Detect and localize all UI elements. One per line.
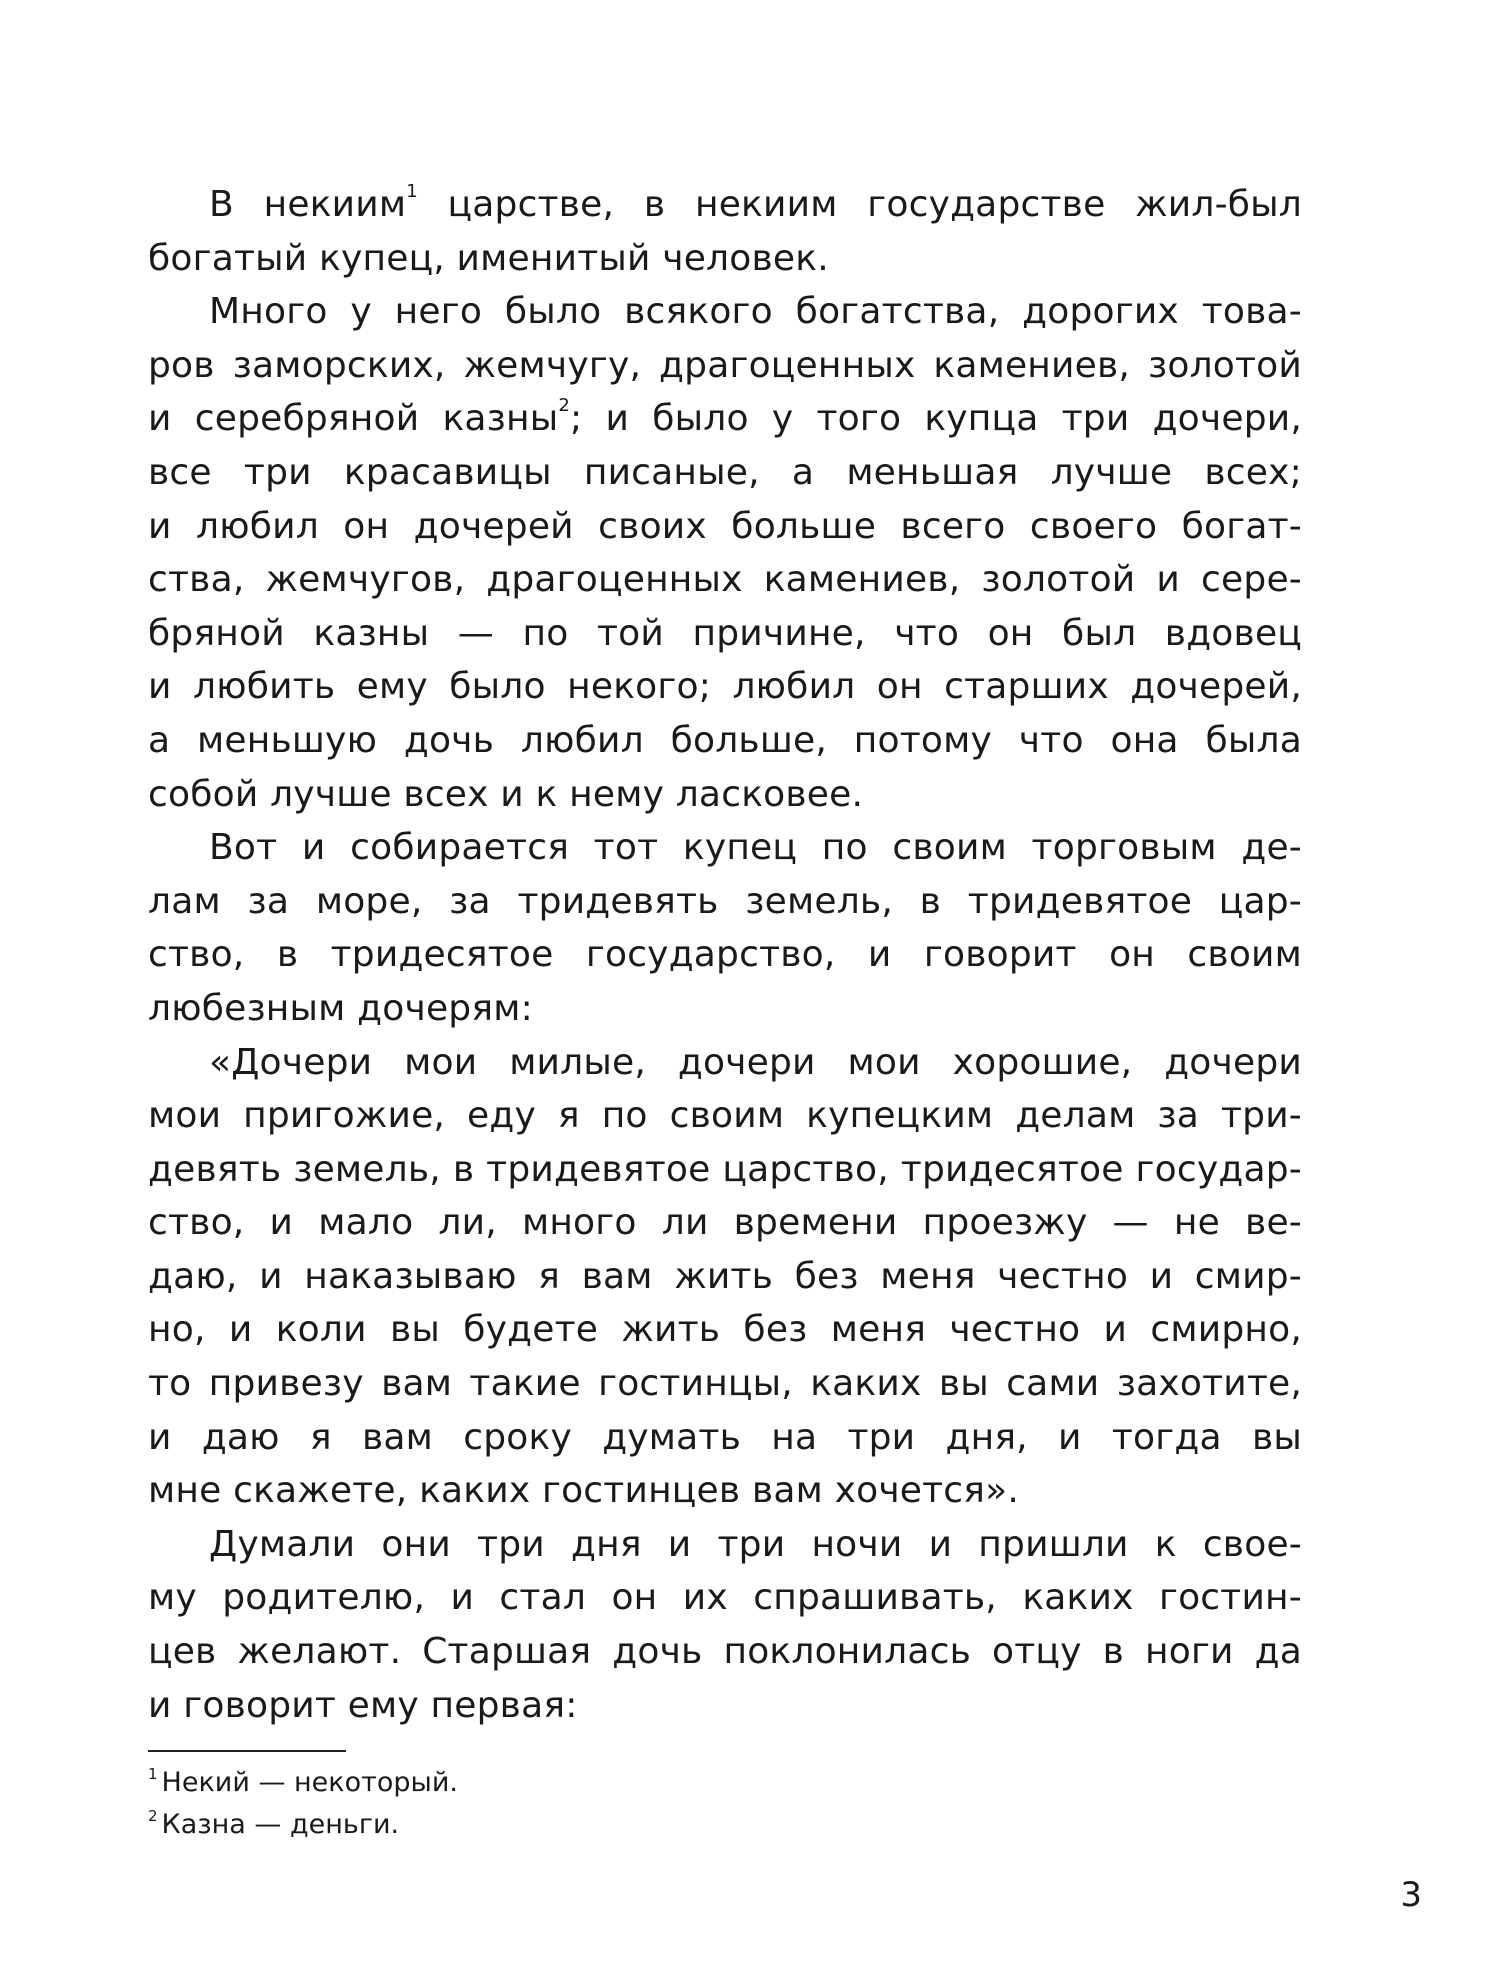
text-run: царстве, в некиим государстве жил-был [417,184,1302,225]
text-run: В некиим [209,184,407,225]
footnotes [148,1762,1048,1846]
text-run: «Дочери мои милые, дочери мои хорошие, дочери [209,1041,1302,1083]
footnote-text: Некий — некоторый. [161,1767,458,1798]
footnote-number: 1 [148,1765,158,1783]
text-run: Много у него было всякого богатства, дорогих това- [209,291,1302,333]
text-run: богатый купец, именитый человек. [148,237,829,279]
text-line [148,821,1302,875]
text-run: и любить ему было некого; любил он старших дочерей, [148,666,1302,708]
text-run: Вот и собирается тот купец по своим торговым де- [209,827,1302,869]
text-line [148,339,1302,393]
text-run: ство, в тридесятое государство, и говорит он своим [148,934,1302,976]
text-run: даю, и наказываю я вам жить без меня честно и смир- [148,1255,1302,1297]
text-run: ства, жемчугов, драгоценных камениев, золотой и сере- [148,559,1302,601]
text-line [148,1464,1302,1518]
text-run: ров заморских, жемчугу, драгоценных камениев, золотой [148,344,1302,386]
text-line [148,1679,1302,1733]
text-run: цев желают. Старшая дочь поклонилась отцу в ноги да [148,1631,1302,1673]
text-run: Думали они три дня и три ночи и пришли к свое- [209,1523,1302,1565]
text-run: мои пригожие, еду я по своим купецким делам за три- [148,1095,1302,1137]
text-line [148,714,1302,768]
text-run: девять земель, в тридевятое царство, тридесятое государ- [148,1148,1302,1190]
text-line [148,1518,1302,1572]
page-number: 3 [1400,1875,1422,1915]
text-run: и любил он дочерей своих больше всего своего богат- [148,505,1302,547]
text-run: ; и было у того купца три дочери, [570,398,1302,440]
text-line [148,446,1302,500]
text-line [148,1196,1302,1250]
text-line [148,928,1302,982]
text-line [148,1571,1302,1625]
footnote-ref: 2 [558,395,571,417]
footnote-number: 2 [148,1807,158,1825]
text-run: все три красавицы писаные, а меньшая лучше всех; [148,451,1302,493]
footnote-divider [148,1750,346,1752]
text-run: ство, и мало ли, много ли времени проезжу — не ве- [148,1202,1302,1244]
text-line [148,1625,1302,1679]
text-run: и даю я вам сроку думать на три дня, и тогда вы [148,1416,1302,1458]
text-line [148,607,1302,661]
text-line [148,982,1302,1036]
text-run: и говорит ему первая: [148,1684,578,1726]
text-line [148,1250,1302,1304]
footnote-1 [148,1762,1048,1804]
text-run: но, и коли вы будете жить без меня честно и смирно, [148,1309,1302,1351]
text-line [148,1303,1302,1357]
text-line [148,553,1302,607]
text-run: собой лучше всех и к нему ласковее. [148,773,864,815]
text-line [148,1089,1302,1143]
text-run: му родителю, и стал он их спрашивать, каких гостин- [148,1577,1302,1619]
text-line [148,875,1302,929]
text-run: любезным дочерям: [148,987,533,1029]
text-line [148,1411,1302,1465]
footnote-2 [148,1804,1048,1846]
footnote-ref: 1 [406,181,418,202]
text-run: мне скажете, каких гостинцев вам хочется». [148,1470,1020,1512]
main-text [148,178,1302,1732]
text-line [148,178,1302,232]
text-line [148,1143,1302,1197]
footnote-text: Казна — деньги. [161,1809,400,1840]
text-line [148,1036,1302,1090]
text-run: и серебряной казны [148,398,559,440]
text-run: лам за море, за тридевять земель, в тридевятое цар- [148,880,1302,922]
text-run: то привезу вам такие гостинцы, каких вы сами захотите, [148,1363,1302,1405]
text-line [148,232,1302,286]
text-line [148,660,1302,714]
text-run: бряной казны — по той причине, что он был вдовец [148,612,1302,654]
text-line [148,768,1302,822]
text-line [148,500,1302,554]
text-line [148,1357,1302,1411]
text-line [148,285,1302,339]
text-line [148,392,1302,446]
text-run: а меньшую дочь любил больше, потому что она была [148,719,1302,761]
